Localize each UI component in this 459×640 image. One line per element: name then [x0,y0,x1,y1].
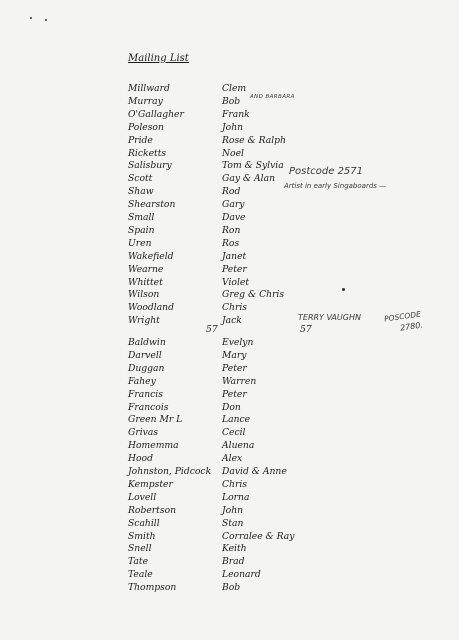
entry-surname: Kempster [128,478,173,490]
entry-surname: Smith [128,530,156,542]
entry-surname: Scott [128,173,153,185]
handwritten-terry-name: TERRY VAUGHN [298,313,361,322]
entry-first-name: Violet [222,276,250,288]
entry-surname: Thompson [128,582,177,594]
entry-surname: Scahill [128,517,160,529]
entry-first-name: John [222,504,244,516]
handwritten-postcode-label: POSCODE [383,309,422,324]
entry-first-name: David & Anne [222,466,287,477]
entry-first-name: Cecil [222,427,246,439]
entry-surname: Shearston [128,199,176,211]
entry-surname: Johnston, Pidcock [128,466,212,477]
page-title: Mailing List [128,53,189,64]
entry-surname: Green Mr L [128,414,183,426]
entry-first-name: Peter [222,388,247,400]
entry-surname: Millward [128,83,170,94]
entry-first-name: John [222,121,244,133]
entry-first-name: Alex [222,453,243,465]
entry-surname: Shaw [128,186,154,198]
entry-first-name: Rod [222,186,241,198]
entry-first-name: Keith [222,543,247,555]
entry-surname: Teale [128,569,153,581]
entry-surname: Salisbury [128,160,172,172]
entry-first-name: Janet [222,250,247,262]
handwritten-postcode-note: Postcode 2571 [289,166,364,177]
handwritten-murray-note: AND BARBARA [250,94,295,100]
entry-surname: Poleson [128,121,164,133]
entry-surname: Whittet [128,276,163,288]
entry-first-name: Lorna [222,491,250,503]
entry-first-name: Don [222,401,241,413]
entry-first-name: Noel [222,147,244,159]
entry-first-name: Bob [222,95,241,107]
entry-first-name: Chris [222,478,247,490]
paper-speck [342,288,345,291]
entry-first-name: Tom & Sylvia [222,160,284,172]
entry-first-name: Rose & Ralph [222,134,286,146]
entry-surname: Wakefield [128,250,174,262]
entry-first-name: Gay & Alan [222,173,275,185]
entry-surname: Lovell [128,491,157,503]
entry-surname: Grivas [128,427,159,439]
paper-speck [45,19,47,21]
entry-first-name: Corralee & Ray [222,530,295,542]
entry-first-name: Lance [222,414,251,426]
count-right: 57 [300,324,312,335]
entry-first-name: Warren [222,375,257,387]
entry-surname: Robertson [128,504,177,516]
handwritten-postcode-value: 2780. [399,320,424,333]
entry-surname: Francis [128,388,163,400]
entry-surname: Small [128,212,155,223]
entry-first-name: Ros [222,237,240,249]
entry-first-name: Peter [222,263,247,275]
entry-first-name: Clem [222,83,247,94]
entry-surname: Murray [128,95,163,107]
entry-first-name: Dave [222,212,246,223]
entry-surname: Uren [128,237,152,249]
entry-first-name: Stan [222,517,244,529]
entry-surname: Darvell [128,349,162,361]
entry-surname: Wilson [128,289,160,301]
entry-surname: Homemma [128,440,179,452]
entry-surname: Fahey [128,375,156,387]
entry-first-name: Mary [222,349,247,361]
entry-first-name: Chris [222,302,247,314]
entry-surname: Spain [128,224,155,236]
entry-surname: O'Gallagher [128,108,184,120]
entry-surname: Baldwin [128,337,166,348]
entry-first-name: Ron [222,224,241,236]
entry-surname: Wright [128,315,160,327]
entry-first-name: Greg & Chris [222,289,285,301]
entry-surname: Tate [128,556,149,568]
entry-first-name: Jack [222,315,242,327]
entry-first-name: Bob [222,582,241,594]
count-left: 57 [206,324,218,335]
entry-surname: Ricketts [128,147,167,159]
entry-surname: Woodland [128,302,174,314]
entry-first-name: Gary [222,199,245,211]
entry-surname: Snell [128,543,152,555]
entry-first-name: Aluena [222,440,255,452]
entry-first-name: Leonard [222,569,261,581]
entry-surname: Wearne [128,263,164,275]
entry-first-name: Evelyn [222,337,254,348]
entry-surname: Duggan [128,362,165,374]
entry-surname: Francois [128,401,169,413]
entry-first-name: Peter [222,362,247,374]
entry-first-name: Frank [222,108,250,120]
entry-first-name: Brad [222,556,245,568]
paper-speck [30,17,32,19]
entry-surname: Hood [128,453,153,465]
handwritten-artist-note: Artist in early Singaboards — [284,182,387,190]
entry-surname: Pride [128,134,153,146]
